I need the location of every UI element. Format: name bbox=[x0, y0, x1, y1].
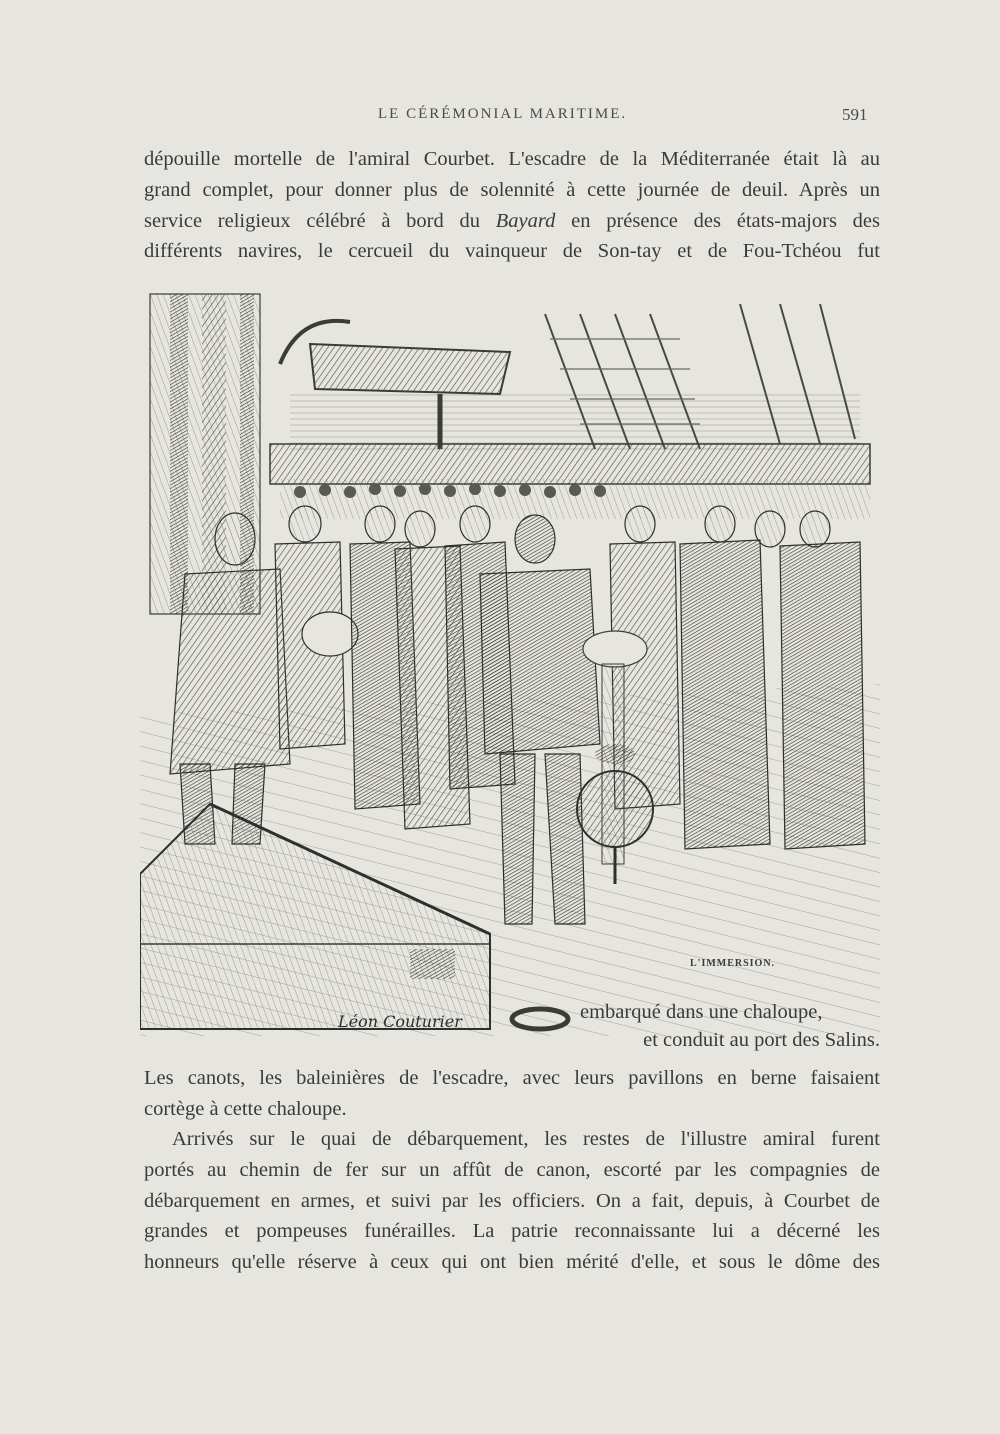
text-line: et conduit au port des Salins. bbox=[643, 1029, 880, 1051]
text-line: différents navires, le cercueil du vainqueur de Son-tay et de Fou-Tchéou fut bbox=[144, 240, 880, 263]
paragraph-2 bbox=[144, 1063, 880, 1125]
ship-name: Bayard bbox=[495, 209, 556, 232]
text-line: grand complet, pour donner plus de solennité à cette journée de deuil. Après un bbox=[144, 178, 880, 201]
illustration-caption: L'IMMERSION. bbox=[690, 958, 776, 969]
text-line: débarquement en armes, et suivi par les officiers. On a fait, depuis, à Courbet de bbox=[144, 1189, 880, 1212]
paragraph-3 bbox=[144, 1124, 880, 1278]
artist-signature: Léon Couturier bbox=[338, 1012, 462, 1031]
text-line: Les canots, les baleinières de l'escadre, avec leurs pavillons en berne faisaient bbox=[144, 1067, 880, 1089]
side-text bbox=[580, 998, 880, 1054]
running-head: LE CÉRÉMONIAL MARITIME. bbox=[378, 106, 628, 122]
text-line: embarqué dans une chaloupe, bbox=[580, 1001, 823, 1023]
text-line: grandes et pompeuses funérailles. La patrie reconnaissante lui a décerné les bbox=[144, 1220, 880, 1243]
text-line: cortège à cette chaloupe. bbox=[144, 1097, 347, 1120]
text-line: portés au chemin de fer sur un affût de canon, escorté par les compagnies de bbox=[144, 1158, 880, 1181]
text-line: Arrivés sur le quai de débarquement, les restes de l'illustre amiral furent bbox=[172, 1128, 880, 1150]
text-line: dépouille mortelle de l'amiral Courbet. L'escadre de la Méditerranée était là au bbox=[144, 148, 880, 170]
paragraph-1 bbox=[144, 144, 880, 267]
engraving-illustration bbox=[140, 284, 880, 1036]
engraving-drawing bbox=[140, 284, 880, 1036]
page-number: 591 bbox=[842, 105, 868, 124]
bulwark bbox=[270, 444, 870, 484]
mast bbox=[150, 294, 260, 614]
text-line: honneurs qu'elle réserve à ceux qui ont bien mérité d'elle, et sous le dôme des bbox=[144, 1251, 880, 1274]
text-line: service religieux célébré à bord du Bayard en présence des états-majors des bbox=[144, 209, 880, 232]
